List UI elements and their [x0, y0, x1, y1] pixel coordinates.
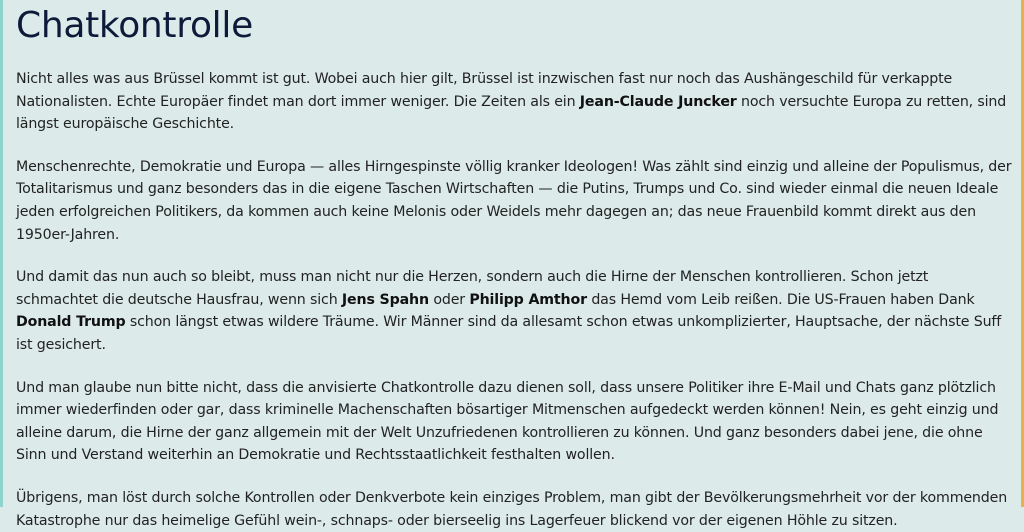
paragraph-5-text-1: Übrigens, man löst durch solche Kontrollen oder Denkverbote kein einziges Problem, man gibt der Bevölkerungsmehrheit vor der kommenden Katastrophe nur das heimelige Gefühl wein-, schnaps- oder bierseelig ins Lagerfeuer blickend vor der eigenen Höhle zu sitzen. [16, 489, 1008, 529]
left-accent-border [0, 0, 3, 507]
paragraph-3-text-4: schon längst etwas wildere Träume. Wir Männer sind da allesamt schon etwas unkomplizierter, Hauptsache, der nächste Suff ist gesichert. [16, 314, 1002, 353]
paragraph-3-text-1: Und damit das nun auch so bleibt, muss man nicht nur die Herzen, sondern auch die Hirne der Menschen kontrollieren. Schon jetzt schmachtet die deutsche Hausfrau, wenn sich [16, 269, 929, 308]
paragraph-3 [16, 266, 1012, 356]
name-philipp-amthor: Philipp Amthor [469, 291, 587, 308]
paragraph-1 [16, 68, 1012, 136]
paragraph-4-text-1: Und man glaube nun bitte nicht, dass die anvisierte Chatkontrolle dazu dienen soll, dass unsere Politiker ihre E-Mail und Chats ganz plötzlich immer wiederfinden oder gar, dass kriminelle Machenschaften bösartiger Mitmenschen aufgedeckt werden können! Nein, es geht einzig und alleine darum, die Hirne der ganz allgemein mit der Welt Unzufriedenen kontrollieren zu können. Und ganz besonders dabei jene, die ohne Sinn und Verstand weiterhin an Demokratie und Rechtsstaatlichkeit festhalten wollen. [16, 379, 999, 464]
name-jean-claude-juncker: Jean-Claude Juncker [579, 93, 737, 110]
paragraph-3-text-3: das Hemd vom Leib reißen. Die US-Frauen haben Dank [586, 291, 975, 308]
name-jens-spahn: Jens Spahn [341, 291, 429, 308]
paragraph-1-text-1: Nicht alles was aus Brüssel kommt ist gut. Wobei auch hier gilt, Brüssel ist inzwischen fast nur noch das Aushängeschild für verkappte Nationalisten. Echte Europäer findet man dort immer weniger. Die Zeiten als ein [16, 71, 953, 110]
paragraph-4 [16, 377, 1012, 467]
paragraph-2-text-1: Menschenrechte, Demokratie und Europa — alles Hirngespinste völlig kranker Ideologen! Was zählt sind einzig und alleine der Populismus, der Totalitarismus und ganz besonders das in die eigene Taschen Wirtschaften — die Putins, Trumps und Co. sind wieder einmal die neuen Ideale jeden erfolgreichen Politikers, da kommen auch keine Melonis oder Weidels mehr dagegen an; das neue Frauenbild kommt direkt aus den 1950er-Jahren. [16, 158, 1012, 243]
paragraph-3-text-2: oder [428, 291, 470, 308]
paragraph-1-text-2: noch versuchte Europa zu retten, sind längst europäische Geschichte. [16, 93, 1007, 133]
page-title: Chatkontrolle [16, 5, 253, 46]
paragraph-2 [16, 156, 1012, 246]
name-donald-trump: Donald Trump [16, 314, 126, 331]
paragraph-5 [16, 487, 1012, 532]
article [16, 0, 1012, 532]
